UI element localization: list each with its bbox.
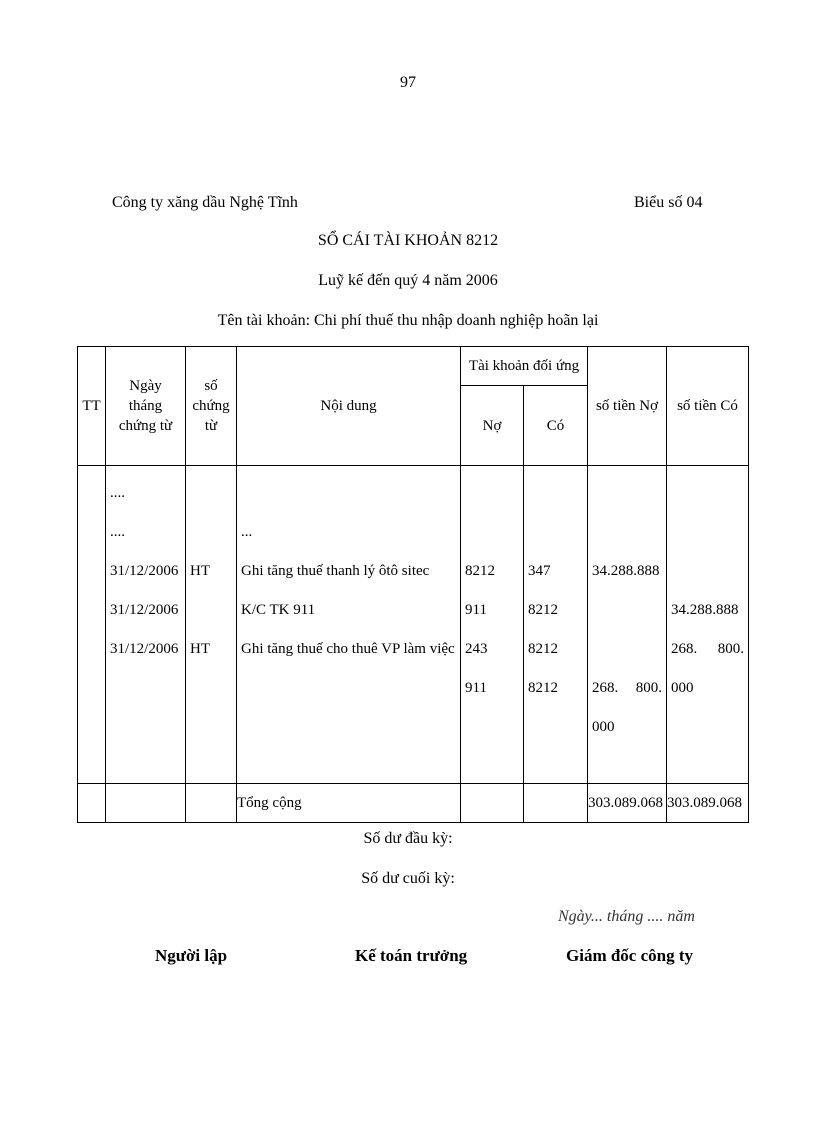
total-credit: 303.089.068 bbox=[667, 784, 749, 823]
list-item bbox=[528, 513, 583, 552]
opening-balance: Số dư đầu kỳ: bbox=[363, 830, 453, 847]
list-item bbox=[190, 474, 232, 513]
list-item bbox=[592, 630, 662, 669]
header-credit-amount: số tiền Có bbox=[667, 347, 749, 466]
list-item: 31/12/2006 bbox=[110, 641, 179, 657]
signature-director: Giám đốc công ty bbox=[566, 946, 694, 965]
total-debit: 303.089.068 bbox=[588, 784, 667, 823]
list-item: .... bbox=[110, 485, 125, 501]
total-label: Tổng cộng bbox=[237, 784, 461, 823]
list-item bbox=[592, 474, 662, 513]
closing-balance: Số dư cuối kỳ: bbox=[361, 870, 455, 887]
list-item: 911 bbox=[465, 602, 487, 618]
amount-part: 000 bbox=[592, 719, 615, 735]
column-date bbox=[106, 466, 186, 784]
wrapped-amount bbox=[671, 630, 744, 669]
column-debit-account bbox=[461, 466, 524, 784]
header-content: Nội dung bbox=[237, 347, 461, 466]
column-tt bbox=[78, 466, 106, 784]
list-item: 8212 bbox=[528, 641, 558, 657]
header-credit-account: Có bbox=[524, 386, 588, 466]
signature-preparer: Người lập bbox=[155, 946, 228, 965]
list-item: 8212 bbox=[528, 602, 558, 618]
list-item: Ghi tăng thuế thanh lý ôtô sitec bbox=[241, 563, 430, 579]
list-item: 911 bbox=[465, 680, 487, 696]
list-item: 34.288.888 bbox=[671, 602, 739, 618]
ledger-subtitle: Luỹ kế đến quý 4 năm 2006 bbox=[318, 272, 498, 289]
column-credit-amount bbox=[667, 466, 749, 784]
ledger-title: SỔ CÁI TÀI KHOẢN 8212 bbox=[317, 232, 499, 249]
signature-chief-accountant: Kế toán trưởng bbox=[355, 946, 468, 965]
list-item: 347 bbox=[528, 563, 551, 579]
column-content bbox=[237, 466, 461, 784]
header-tt: TT bbox=[78, 347, 106, 466]
list-item bbox=[528, 474, 583, 513]
list-item bbox=[671, 513, 744, 552]
page-number: 97 bbox=[400, 74, 416, 91]
list-item: K/C TK 911 bbox=[241, 602, 316, 618]
header-debit-amount: số tiền Nợ bbox=[588, 347, 667, 466]
list-item: 31/12/2006 bbox=[110, 602, 179, 618]
list-item bbox=[671, 474, 744, 513]
header-doc-no: số chứng từ bbox=[186, 347, 237, 466]
total-cell bbox=[78, 784, 106, 823]
company-name: Công ty xăng dầu Nghệ Tĩnh bbox=[112, 194, 298, 211]
amount-part: 268. bbox=[671, 641, 698, 657]
list-item: 34.288.888 bbox=[592, 563, 660, 579]
total-cell bbox=[524, 784, 588, 823]
amount-part: 800. bbox=[635, 680, 663, 696]
ledger-table bbox=[77, 346, 749, 823]
total-row bbox=[78, 784, 749, 823]
amount-part: 800. bbox=[717, 641, 745, 657]
list-item: 31/12/2006 bbox=[110, 563, 179, 579]
total-cell bbox=[461, 784, 524, 823]
column-doc-no bbox=[186, 466, 237, 784]
column-credit-account bbox=[524, 466, 588, 784]
list-item bbox=[465, 474, 519, 513]
total-cell bbox=[106, 784, 186, 823]
list-item: ... bbox=[241, 524, 253, 540]
list-item bbox=[190, 591, 232, 630]
list-item bbox=[671, 552, 744, 591]
list-item bbox=[592, 591, 662, 630]
list-item: 8212 bbox=[528, 680, 558, 696]
list-item bbox=[592, 513, 662, 552]
account-name: Tên tài khoản: Chi phí thuế thu nhập doanh nghiệp hoãn lại bbox=[217, 312, 599, 329]
list-item: HT bbox=[190, 563, 210, 579]
list-item bbox=[465, 513, 519, 552]
form-number: Biểu số 04 bbox=[634, 194, 703, 211]
list-item: 8212 bbox=[465, 563, 495, 579]
list-item: 243 bbox=[465, 641, 488, 657]
list-item bbox=[241, 474, 456, 513]
total-cell bbox=[186, 784, 237, 823]
amount-part: 000 bbox=[671, 680, 694, 696]
list-item: HT bbox=[190, 641, 210, 657]
list-item: Ghi tăng thuế cho thuê VP làm việc bbox=[241, 641, 455, 657]
header-debit-account: Nợ bbox=[461, 386, 524, 466]
wrapped-amount bbox=[592, 669, 662, 708]
list-item: .... bbox=[110, 524, 125, 540]
column-debit-amount bbox=[588, 466, 667, 784]
signature-date: Ngày... tháng .... năm bbox=[558, 908, 695, 925]
header-counter-account: Tài khoản đối ứng bbox=[461, 347, 588, 386]
list-item bbox=[190, 513, 232, 552]
header-date: Ngày tháng chứng từ bbox=[106, 347, 186, 466]
amount-part: 268. bbox=[592, 680, 619, 696]
